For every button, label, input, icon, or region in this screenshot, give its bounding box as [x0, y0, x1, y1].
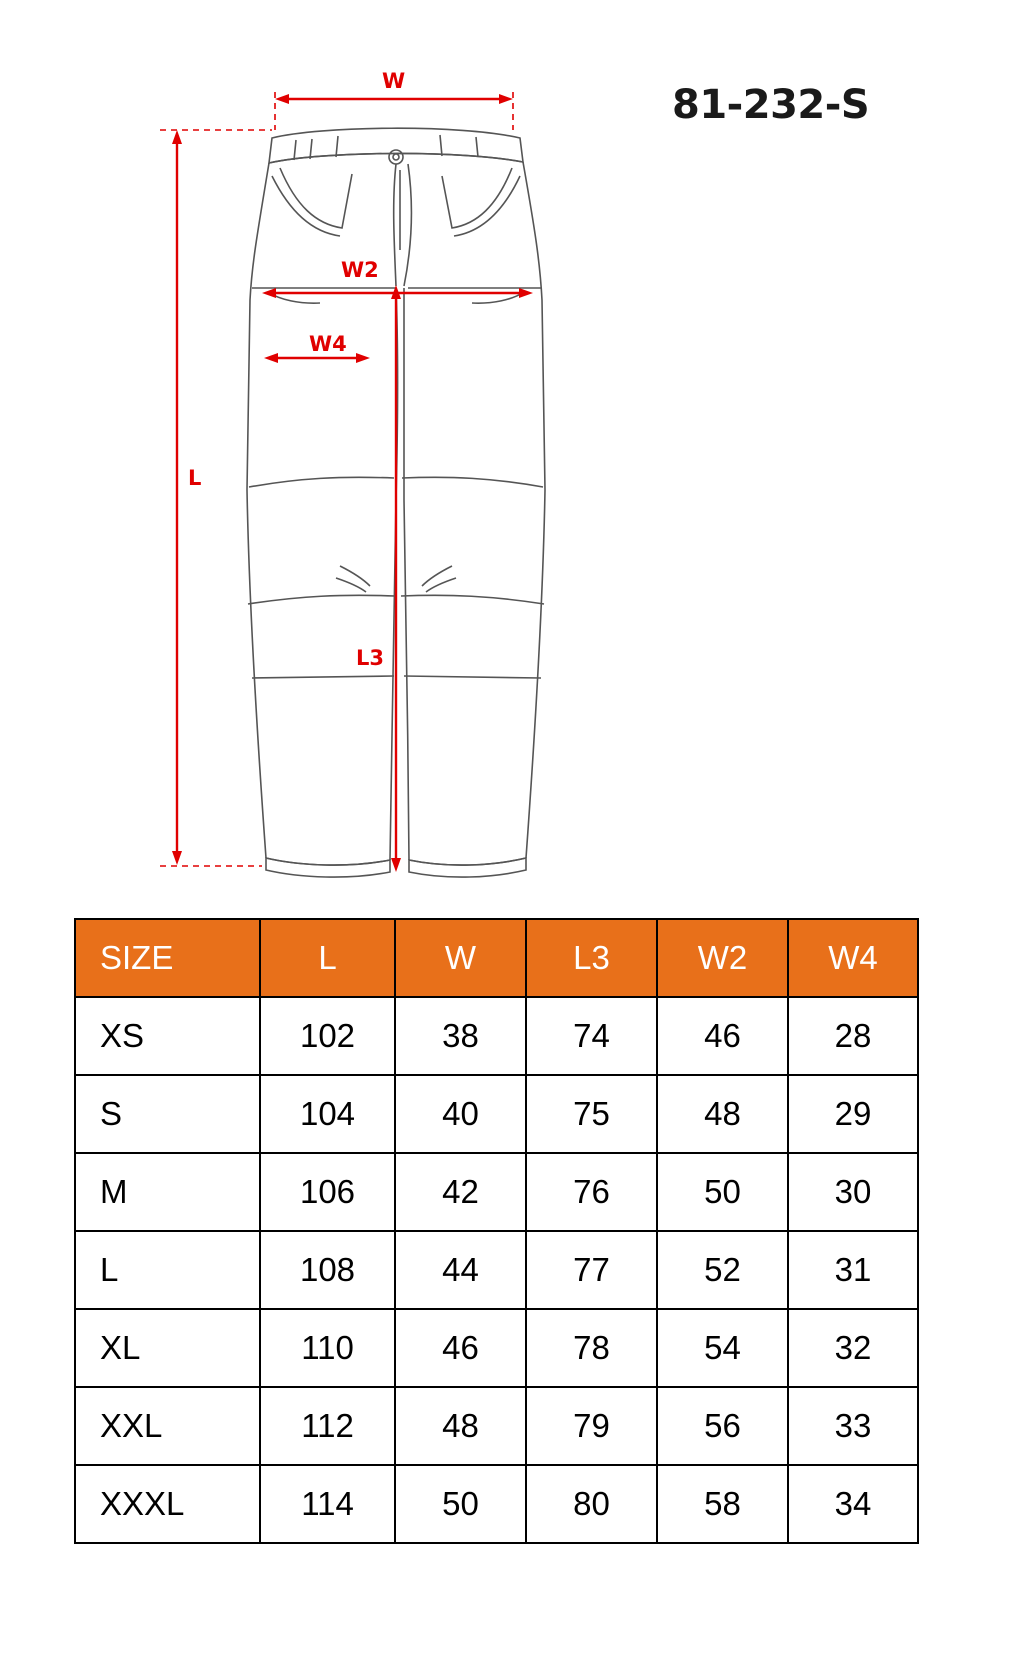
cell-w4: 28 [788, 997, 918, 1075]
table-row [75, 1387, 918, 1465]
column-header-w: W [395, 919, 526, 997]
cell-w4: 32 [788, 1309, 918, 1387]
cell-l: 108 [260, 1231, 395, 1309]
cell-w2: 54 [657, 1309, 788, 1387]
column-header-w4: W4 [788, 919, 918, 997]
product-code: 81-232-S [672, 82, 870, 128]
table-row [75, 1465, 918, 1543]
dimension-label-l3: L3 [356, 646, 384, 670]
table-row [75, 1231, 918, 1309]
cell-size: M [75, 1153, 260, 1231]
cell-w2: 48 [657, 1075, 788, 1153]
cell-w4: 31 [788, 1231, 918, 1309]
dimension-lines [160, 92, 533, 872]
cell-w4: 30 [788, 1153, 918, 1231]
cell-size: XS [75, 997, 260, 1075]
column-header-size: SIZE [75, 919, 260, 997]
column-header-l3: L3 [526, 919, 657, 997]
cell-w2: 46 [657, 997, 788, 1075]
cell-size: XXL [75, 1387, 260, 1465]
dimension-label-l: L [188, 466, 202, 490]
cell-w4: 34 [788, 1465, 918, 1543]
cell-l3: 78 [526, 1309, 657, 1387]
table-header-row [75, 919, 918, 997]
table-row [75, 1075, 918, 1153]
cell-l: 104 [260, 1075, 395, 1153]
cell-l: 102 [260, 997, 395, 1075]
size-table-container [74, 918, 890, 1544]
cell-w: 38 [395, 997, 526, 1075]
cell-l: 112 [260, 1387, 395, 1465]
dimension-label-w: W [382, 69, 406, 93]
cell-size: XXXL [75, 1465, 260, 1543]
cell-l3: 74 [526, 997, 657, 1075]
cell-l: 106 [260, 1153, 395, 1231]
cell-l3: 80 [526, 1465, 657, 1543]
cell-w: 40 [395, 1075, 526, 1153]
cell-w4: 29 [788, 1075, 918, 1153]
table-row [75, 1309, 918, 1387]
cell-w2: 56 [657, 1387, 788, 1465]
cell-w2: 58 [657, 1465, 788, 1543]
cell-l3: 77 [526, 1231, 657, 1309]
dimension-label-w2: W2 [341, 258, 379, 282]
cell-l3: 76 [526, 1153, 657, 1231]
table-row [75, 1153, 918, 1231]
cell-l: 114 [260, 1465, 395, 1543]
cell-l3: 79 [526, 1387, 657, 1465]
cell-w: 50 [395, 1465, 526, 1543]
cell-size: L [75, 1231, 260, 1309]
cell-l: 110 [260, 1309, 395, 1387]
cell-w: 44 [395, 1231, 526, 1309]
cell-w2: 50 [657, 1153, 788, 1231]
cell-w: 46 [395, 1309, 526, 1387]
cell-l3: 75 [526, 1075, 657, 1153]
dimension-label-w4: W4 [309, 332, 347, 356]
cell-size: XL [75, 1309, 260, 1387]
cell-w: 42 [395, 1153, 526, 1231]
column-header-w2: W2 [657, 919, 788, 997]
cell-w: 48 [395, 1387, 526, 1465]
cell-size: S [75, 1075, 260, 1153]
size-chart-table [74, 918, 919, 1544]
cell-w2: 52 [657, 1231, 788, 1309]
cell-w4: 33 [788, 1387, 918, 1465]
table-row [75, 997, 918, 1075]
column-header-l: L [260, 919, 395, 997]
